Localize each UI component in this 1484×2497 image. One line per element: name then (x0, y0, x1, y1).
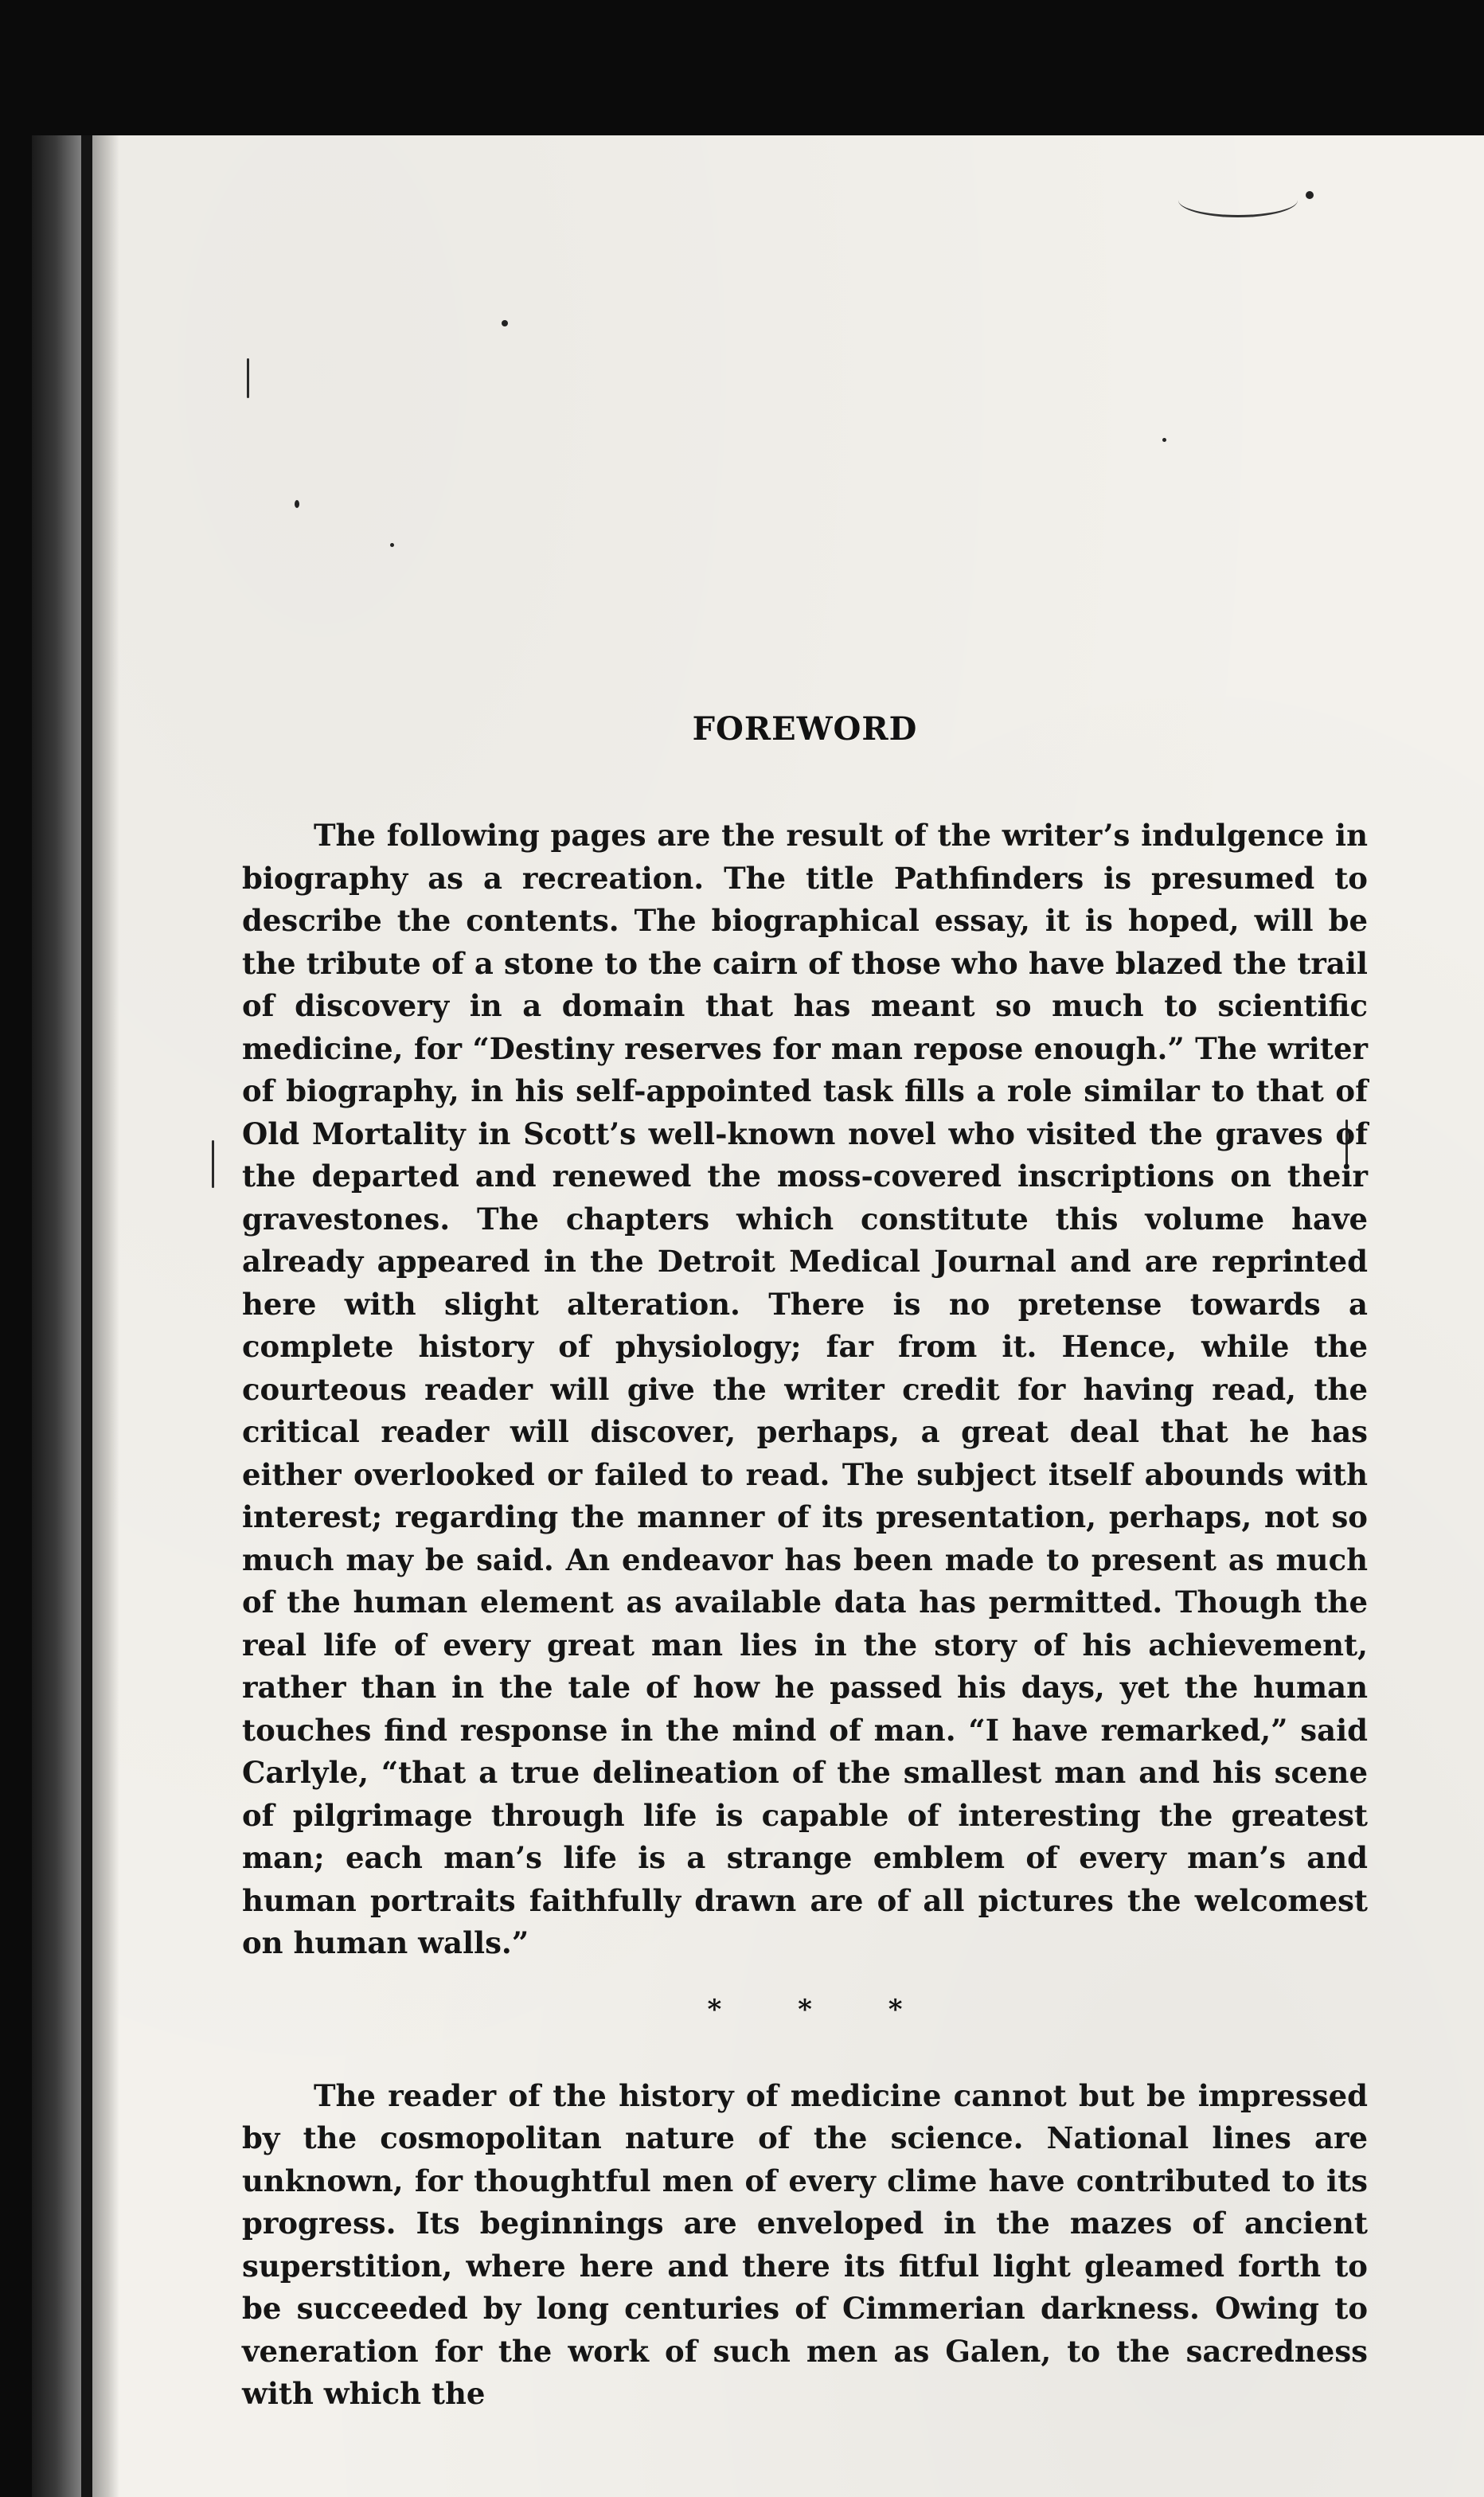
book-page (32, 135, 1484, 2497)
paragraph-1: The following pages are the result of the writer’s indulgence in biography as a recreation. The title Pathfinders is presumed to describe the contents. The biographical essay, it is hoped, will be the tribute of a stone to the cairn of those who have blazed the trail of discovery in a domain that has meant so much to scientific medicine, for “Destiny reserves for man repose enough.” The writer of biography, in his self-appointed task fills a role similar to that of Old Mortality in Scott’s well-known novel who visited the graves of the departed and renewed the moss-covered inscriptions on their gravestones. The chapters which constitute this volume have already appeared in the Detroit Medical Journal and are reprinted here with slight alteration. There is no pretense towards a complete history of physiology; far from it. Hence, while the courteous reader will give the writer credit for having read, the critical reader will discover, perhaps, a great deal that he has either overlooked or failed to read. The subject itself abounds with interest; regarding the manner of its presentation, perhaps, not so much may be said. An endeavor has been made to present as much of the human element as available data has permitted. Though the real life of every great man lies in the story of his achievement, rather than in the tale of how he passed his days, yet the human touches find response in the mind of man. “I have remarked,” said Carlyle, “that a true delineation of the smallest man and his scene of pilgrimage through life is capable of interesting the greatest man; each man’s life is a strange emblem of every man’s and human portraits faithfully drawn are of all pictures the welcomest on human walls.” (242, 818, 1368, 1960)
scan-speck (1162, 438, 1166, 442)
margin-mark (212, 1140, 214, 1188)
binding-shadow (32, 135, 119, 2497)
scan-speck (390, 543, 394, 547)
scan-scratch (1178, 183, 1298, 217)
margin-mark (247, 358, 249, 398)
page-title: FOREWORD (692, 710, 918, 748)
paragraph-2: The reader of the history of medicine cannot but be impressed by the cosmopolitan nature of the science. National lines are unknown, for thoughtful men of every clime have contributed to its progress. Its beginnings are enveloped in the mazes of ancient superstition, where here and there its fitful light gleamed forth to be succeeded by long centuries of Cimmerian darkness. Owing to veneration for the work of such men as Galen, to the sacredness with which the (242, 2077, 1368, 2411)
scan-speck (295, 500, 299, 508)
scan-speck (502, 320, 508, 326)
binding-edge (81, 135, 92, 2497)
foreword-text (242, 710, 1368, 2416)
section-separator: * * * (707, 1993, 936, 2026)
scan-speck (1306, 191, 1314, 199)
